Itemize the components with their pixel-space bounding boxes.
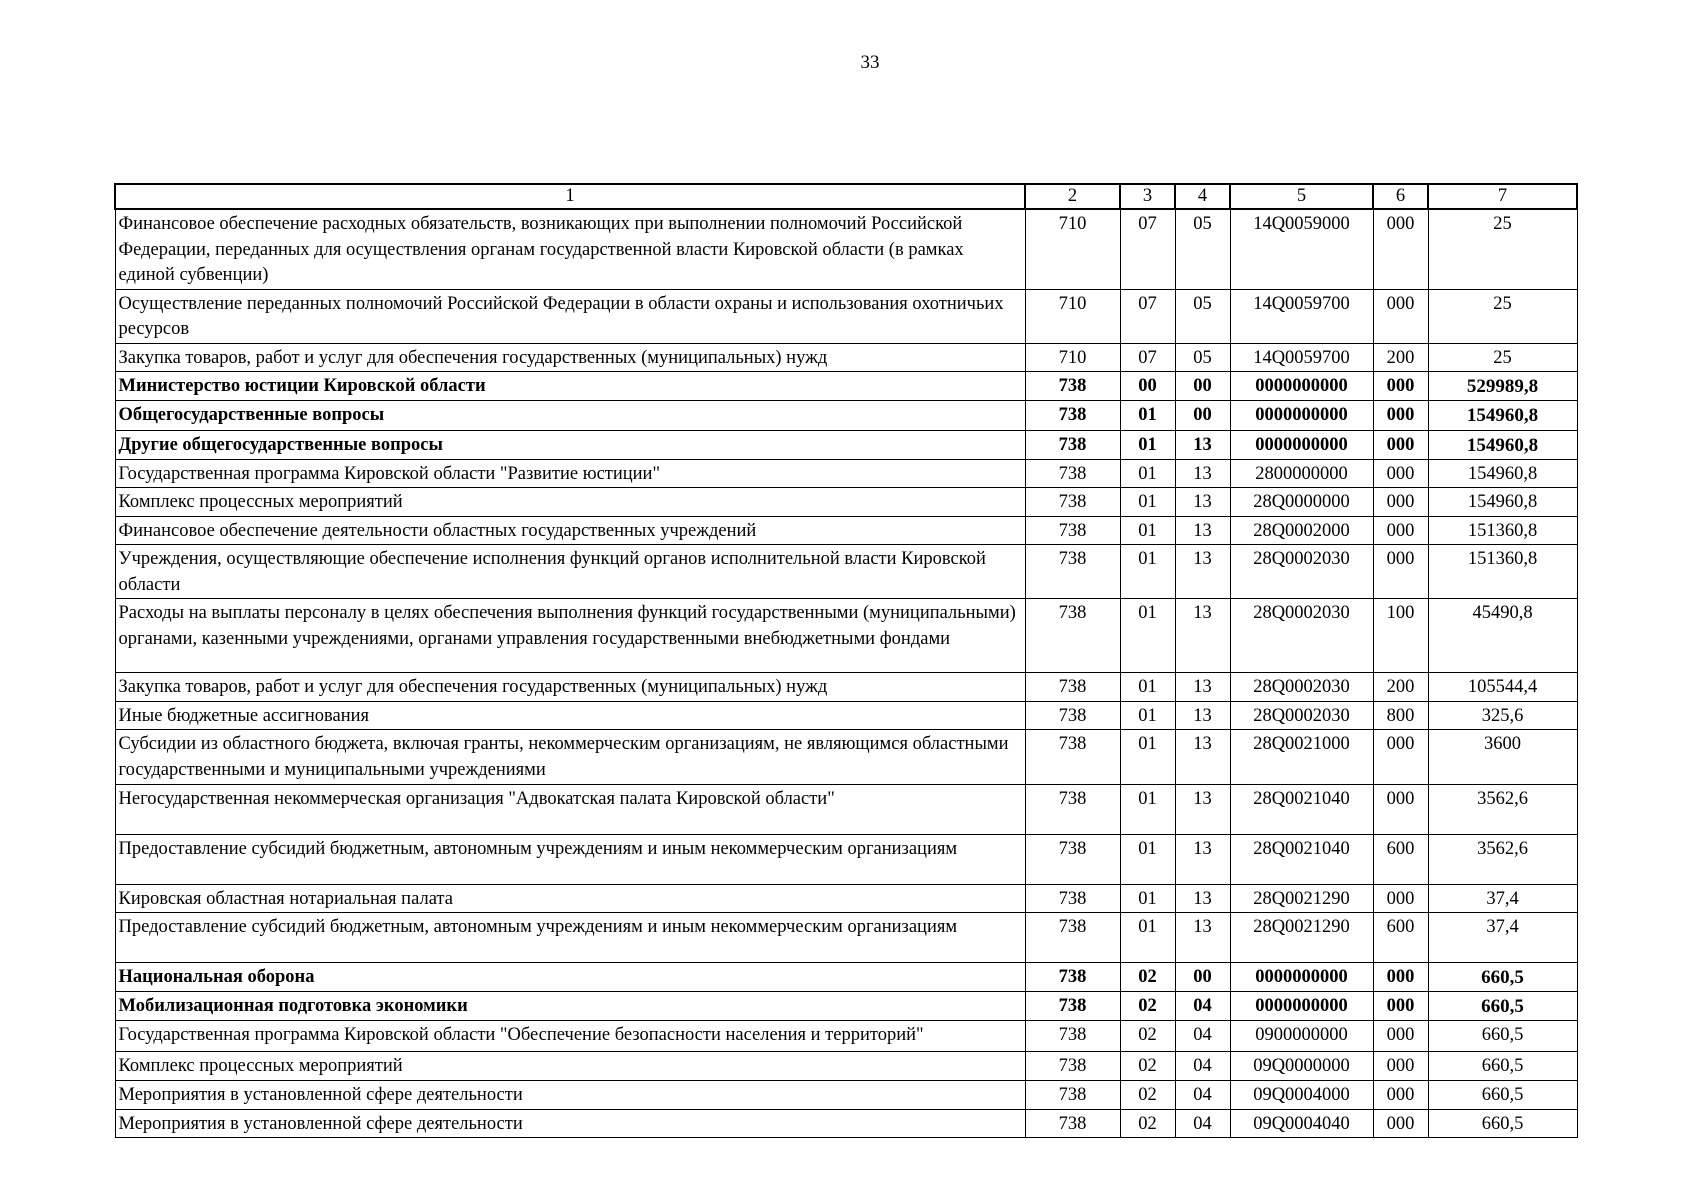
cell-ministry-code: 738 [1025, 516, 1120, 545]
cell-amount: 529989,8 [1428, 372, 1577, 401]
cell-subsection: 04 [1175, 1109, 1230, 1138]
cell-ministry-code: 710 [1025, 209, 1120, 289]
cell-expense-type: 000 [1373, 884, 1428, 913]
cell-expense-type: 000 [1373, 488, 1428, 517]
cell-subsection: 00 [1175, 401, 1230, 430]
cell-subsection: 13 [1175, 545, 1230, 599]
cell-ministry-code: 738 [1025, 673, 1120, 702]
cell-expense-type: 000 [1373, 730, 1428, 784]
table-row [115, 372, 1577, 401]
cell-amount: 325,6 [1428, 701, 1577, 730]
cell-expense-type: 000 [1373, 963, 1428, 992]
cell-expense-type: 000 [1373, 1021, 1428, 1052]
cell-expense-type: 000 [1373, 401, 1428, 430]
cell-subsection: 00 [1175, 372, 1230, 401]
cell-ministry-code: 738 [1025, 1080, 1120, 1109]
header-cell-target-article: 5 [1230, 184, 1373, 209]
cell-section: 01 [1120, 488, 1175, 517]
cell-section: 01 [1120, 673, 1175, 702]
cell-expense-type: 000 [1373, 784, 1428, 834]
cell-section: 01 [1120, 913, 1175, 963]
cell-target-article: 28Q0000000 [1230, 488, 1373, 517]
cell-section: 01 [1120, 730, 1175, 784]
cell-expense-type: 000 [1373, 545, 1428, 599]
cell-subsection: 13 [1175, 834, 1230, 884]
cell-amount: 154960,8 [1428, 488, 1577, 517]
cell-ministry-code: 738 [1025, 545, 1120, 599]
cell-subsection: 13 [1175, 913, 1230, 963]
cell-ministry-code: 738 [1025, 834, 1120, 884]
cell-ministry-code: 738 [1025, 963, 1120, 992]
table-row [115, 1052, 1577, 1081]
cell-subsection: 05 [1175, 289, 1230, 343]
cell-expense-type: 000 [1373, 1052, 1428, 1081]
cell-ministry-code: 738 [1025, 372, 1120, 401]
budget-table [114, 183, 1578, 1138]
cell-expense-type: 000 [1373, 209, 1428, 289]
cell-subsection: 13 [1175, 459, 1230, 488]
cell-target-article: 28Q0021040 [1230, 834, 1373, 884]
cell-subsection: 04 [1175, 1021, 1230, 1052]
cell-ministry-code: 738 [1025, 701, 1120, 730]
table-row [115, 430, 1577, 459]
cell-name: Расходы на выплаты персоналу в целях обеспечения выполнения функций государственными (муниципальными) органами, казенными учреждениями, органами управления государственными внебюджетными фондами [115, 599, 1025, 673]
cell-amount: 25 [1428, 209, 1577, 289]
cell-section: 01 [1120, 784, 1175, 834]
cell-expense-type: 100 [1373, 599, 1428, 673]
cell-name: Комплекс процессных мероприятий [115, 488, 1025, 517]
cell-amount: 660,5 [1428, 1052, 1577, 1081]
cell-subsection: 13 [1175, 784, 1230, 834]
header-cell-subsection: 4 [1175, 184, 1230, 209]
cell-subsection: 04 [1175, 1080, 1230, 1109]
cell-amount: 3562,6 [1428, 834, 1577, 884]
cell-amount: 660,5 [1428, 1080, 1577, 1109]
cell-section: 01 [1120, 516, 1175, 545]
table-row [115, 701, 1577, 730]
cell-expense-type: 000 [1373, 430, 1428, 459]
cell-name: Государственная программа Кировской области "Обеспечение безопасности населения и территорий" [115, 1021, 1025, 1052]
table-row [115, 401, 1577, 430]
cell-ministry-code: 738 [1025, 730, 1120, 784]
cell-amount: 105544,4 [1428, 673, 1577, 702]
cell-ministry-code: 738 [1025, 913, 1120, 963]
page-number: 33 [860, 52, 880, 73]
cell-expense-type: 000 [1373, 516, 1428, 545]
cell-name: Министерство юстиции Кировской области [115, 372, 1025, 401]
cell-name: Учреждения, осуществляющие обеспечение исполнения функций органов исполнительной власти Кировской области [115, 545, 1025, 599]
cell-name: Финансовое обеспечение деятельности областных государственных учреждений [115, 516, 1025, 545]
cell-name: Мероприятия в установленной сфере деятельности [115, 1080, 1025, 1109]
cell-section: 01 [1120, 884, 1175, 913]
cell-amount: 45490,8 [1428, 599, 1577, 673]
cell-expense-type: 000 [1373, 459, 1428, 488]
cell-amount: 25 [1428, 289, 1577, 343]
cell-ministry-code: 738 [1025, 430, 1120, 459]
table-row [115, 599, 1577, 673]
table-row [115, 516, 1577, 545]
cell-subsection: 13 [1175, 599, 1230, 673]
header-cell-expense-type: 6 [1373, 184, 1428, 209]
cell-subsection: 13 [1175, 884, 1230, 913]
table-row [115, 1080, 1577, 1109]
cell-expense-type: 000 [1373, 372, 1428, 401]
table-row [115, 913, 1577, 963]
table-row [115, 1021, 1577, 1052]
table-row [115, 289, 1577, 343]
cell-target-article: 28Q0002030 [1230, 673, 1373, 702]
cell-ministry-code: 738 [1025, 992, 1120, 1021]
cell-target-article: 28Q0002030 [1230, 545, 1373, 599]
cell-subsection: 04 [1175, 1052, 1230, 1081]
cell-section: 07 [1120, 343, 1175, 372]
cell-target-article: 28Q0002030 [1230, 701, 1373, 730]
cell-target-article: 0000000000 [1230, 430, 1373, 459]
table-row [115, 784, 1577, 834]
cell-section: 01 [1120, 545, 1175, 599]
cell-section: 02 [1120, 1021, 1175, 1052]
cell-amount: 37,4 [1428, 913, 1577, 963]
cell-name: Государственная программа Кировской области "Развитие юстиции" [115, 459, 1025, 488]
cell-ministry-code: 738 [1025, 1109, 1120, 1138]
cell-subsection: 04 [1175, 992, 1230, 1021]
cell-name: Субсидии из областного бюджета, включая гранты, некоммерческим организациям, не являющимся областными государственными и муниципальными учреждениями [115, 730, 1025, 784]
cell-target-article: 0000000000 [1230, 372, 1373, 401]
cell-amount: 154960,8 [1428, 401, 1577, 430]
cell-name: Иные бюджетные ассигнования [115, 701, 1025, 730]
cell-amount: 660,5 [1428, 1021, 1577, 1052]
cell-expense-type: 000 [1373, 289, 1428, 343]
cell-expense-type: 800 [1373, 701, 1428, 730]
cell-ministry-code: 738 [1025, 784, 1120, 834]
cell-ministry-code: 710 [1025, 343, 1120, 372]
table-row [115, 673, 1577, 702]
cell-target-article: 09Q0004000 [1230, 1080, 1373, 1109]
cell-section: 01 [1120, 401, 1175, 430]
cell-amount: 151360,8 [1428, 545, 1577, 599]
cell-amount: 3600 [1428, 730, 1577, 784]
cell-name: Закупка товаров, работ и услуг для обеспечения государственных (муниципальных) нужд [115, 343, 1025, 372]
cell-section: 02 [1120, 992, 1175, 1021]
cell-target-article: 28Q0021290 [1230, 913, 1373, 963]
cell-name: Мобилизационная подготовка экономики [115, 992, 1025, 1021]
cell-name: Комплекс процессных мероприятий [115, 1052, 1025, 1081]
cell-expense-type: 000 [1373, 1080, 1428, 1109]
cell-subsection: 00 [1175, 963, 1230, 992]
cell-expense-type: 200 [1373, 673, 1428, 702]
cell-ministry-code: 710 [1025, 289, 1120, 343]
cell-subsection: 13 [1175, 430, 1230, 459]
cell-target-article: 0900000000 [1230, 1021, 1373, 1052]
cell-subsection: 05 [1175, 209, 1230, 289]
cell-amount: 154960,8 [1428, 459, 1577, 488]
header-row [115, 184, 1577, 209]
table-row [115, 343, 1577, 372]
cell-section: 01 [1120, 430, 1175, 459]
cell-name: Финансовое обеспечение расходных обязательств, возникающих при выполнении полномочий Российской Федерации, переданных для осуществления органам государственной власти Кировской области (в рамках единой субвенции) [115, 209, 1025, 289]
table-row [115, 730, 1577, 784]
table-row [115, 1109, 1577, 1138]
cell-expense-type: 000 [1373, 1109, 1428, 1138]
cell-expense-type: 600 [1373, 913, 1428, 963]
table-row [115, 992, 1577, 1021]
cell-target-article: 0000000000 [1230, 992, 1373, 1021]
cell-subsection: 13 [1175, 701, 1230, 730]
cell-name: Осуществление переданных полномочий Российской Федерации в области охраны и использования охотничьих ресурсов [115, 289, 1025, 343]
header-cell-amount: 7 [1428, 184, 1577, 209]
cell-ministry-code: 738 [1025, 884, 1120, 913]
cell-target-article: 28Q0021040 [1230, 784, 1373, 834]
cell-target-article: 28Q0002000 [1230, 516, 1373, 545]
cell-expense-type: 600 [1373, 834, 1428, 884]
cell-amount: 660,5 [1428, 963, 1577, 992]
cell-amount: 660,5 [1428, 992, 1577, 1021]
cell-target-article: 28Q0021000 [1230, 730, 1373, 784]
cell-section: 00 [1120, 372, 1175, 401]
cell-target-article: 28Q0021290 [1230, 884, 1373, 913]
cell-section: 07 [1120, 209, 1175, 289]
cell-name: Предоставление субсидий бюджетным, автономным учреждениям и иным некоммерческим организациям [115, 834, 1025, 884]
cell-name: Закупка товаров, работ и услуг для обеспечения государственных (муниципальных) нужд [115, 673, 1025, 702]
cell-name: Мероприятия в установленной сфере деятельности [115, 1109, 1025, 1138]
table-row [115, 545, 1577, 599]
cell-ministry-code: 738 [1025, 401, 1120, 430]
cell-section: 02 [1120, 1052, 1175, 1081]
table-row [115, 209, 1577, 289]
header-cell-name: 1 [115, 184, 1025, 209]
cell-subsection: 13 [1175, 488, 1230, 517]
cell-name: Общегосударственные вопросы [115, 401, 1025, 430]
cell-section: 01 [1120, 459, 1175, 488]
cell-section: 01 [1120, 599, 1175, 673]
table-row [115, 884, 1577, 913]
cell-subsection: 13 [1175, 673, 1230, 702]
cell-section: 07 [1120, 289, 1175, 343]
cell-amount: 660,5 [1428, 1109, 1577, 1138]
cell-target-article: 14Q0059700 [1230, 343, 1373, 372]
cell-section: 02 [1120, 1080, 1175, 1109]
cell-section: 02 [1120, 1109, 1175, 1138]
cell-target-article: 14Q0059700 [1230, 289, 1373, 343]
cell-amount: 37,4 [1428, 884, 1577, 913]
cell-name: Национальная оборона [115, 963, 1025, 992]
header-cell-section: 3 [1120, 184, 1175, 209]
cell-ministry-code: 738 [1025, 488, 1120, 517]
cell-amount: 25 [1428, 343, 1577, 372]
cell-name: Другие общегосударственные вопросы [115, 430, 1025, 459]
cell-section: 01 [1120, 701, 1175, 730]
cell-target-article: 14Q0059000 [1230, 209, 1373, 289]
cell-section: 01 [1120, 834, 1175, 884]
cell-subsection: 13 [1175, 516, 1230, 545]
cell-expense-type: 000 [1373, 992, 1428, 1021]
cell-subsection: 13 [1175, 730, 1230, 784]
cell-section: 02 [1120, 963, 1175, 992]
cell-name: Кировская областная нотариальная палата [115, 884, 1025, 913]
cell-amount: 3562,6 [1428, 784, 1577, 834]
cell-ministry-code: 738 [1025, 459, 1120, 488]
table-row [115, 459, 1577, 488]
header-cell-ministry-code: 2 [1025, 184, 1120, 209]
table-row [115, 488, 1577, 517]
cell-ministry-code: 738 [1025, 1052, 1120, 1081]
cell-subsection: 05 [1175, 343, 1230, 372]
cell-amount: 151360,8 [1428, 516, 1577, 545]
cell-amount: 154960,8 [1428, 430, 1577, 459]
table-row [115, 963, 1577, 992]
cell-target-article: 0000000000 [1230, 963, 1373, 992]
cell-ministry-code: 738 [1025, 1021, 1120, 1052]
table-row [115, 834, 1577, 884]
cell-target-article: 28Q0002030 [1230, 599, 1373, 673]
cell-target-article: 09Q0000000 [1230, 1052, 1373, 1081]
cell-target-article: 2800000000 [1230, 459, 1373, 488]
cell-name: Негосударственная некоммерческая организация "Адвокатская палата Кировской области" [115, 784, 1025, 834]
cell-ministry-code: 738 [1025, 599, 1120, 673]
cell-expense-type: 200 [1373, 343, 1428, 372]
cell-target-article: 09Q0004040 [1230, 1109, 1373, 1138]
cell-target-article: 0000000000 [1230, 401, 1373, 430]
cell-name: Предоставление субсидий бюджетным, автономным учреждениям и иным некоммерческим организациям [115, 913, 1025, 963]
